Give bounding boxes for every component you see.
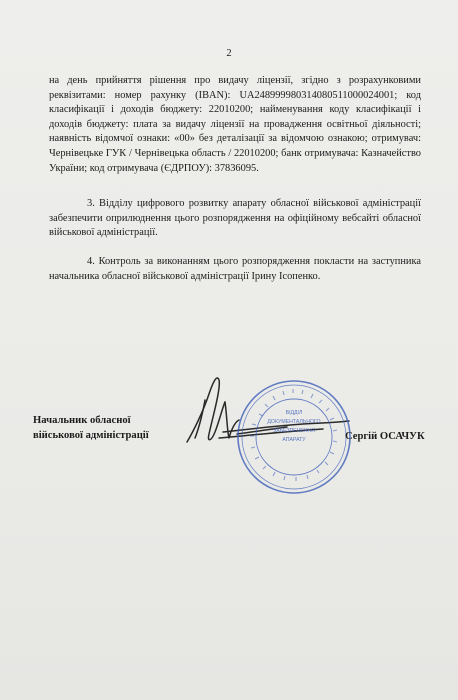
signatory-name: Сергій ОСАЧУК [345, 431, 425, 442]
signatory-title-line-1: Начальник обласної [33, 415, 131, 426]
paragraph-item-4: 4. Контроль за виконанням цього розпорядження покласти на заступника начальника обласної військової адміністрації Ірину Ісопенко. [49, 256, 421, 282]
paragraph-item-3: 3. Відділу цифрового розвитку апарату обласної військової адміністрації забезпечити оприлюднення цього розпорядження на офіційному вебсайті обласної військової адміністрації. [49, 198, 421, 239]
stamp-center-line-2: ДОКУМЕНТАЛЬНОГО [267, 419, 321, 425]
signatory-title [33, 414, 149, 443]
stamp-center-line-1: ВІДДІЛ [285, 410, 303, 416]
page-number: 2 [226, 48, 232, 59]
stamp-center-line-4: АПАРАТУ [282, 437, 306, 443]
signatory-title-line-2: військової адміністрації [33, 429, 149, 441]
stamp-center-line-3: ЗАБЕЗПЕЧЕННЯ [273, 428, 315, 434]
paragraph-continuation: на день прийняття рішення про видачу ліцензії, згідно з розрахунковими реквізитами: номер рахунку (IBAN): UA248999980314080511000024001; код класифікації і доходів бюджету: 22010200; найменування коду класифікації і доходів бюджету: плата за видачу ліцензії на провадження освітньої діяльності; наявність відомчої ознаки: «00» без деталізації за відомчою ознакою; отримувач: Чернівецьке ГУК / Чернівецька область / 22010200; банк отримувача: Казначейство України; код отримувача (ЄДРПОУ): 37836095. [49, 75, 421, 174]
